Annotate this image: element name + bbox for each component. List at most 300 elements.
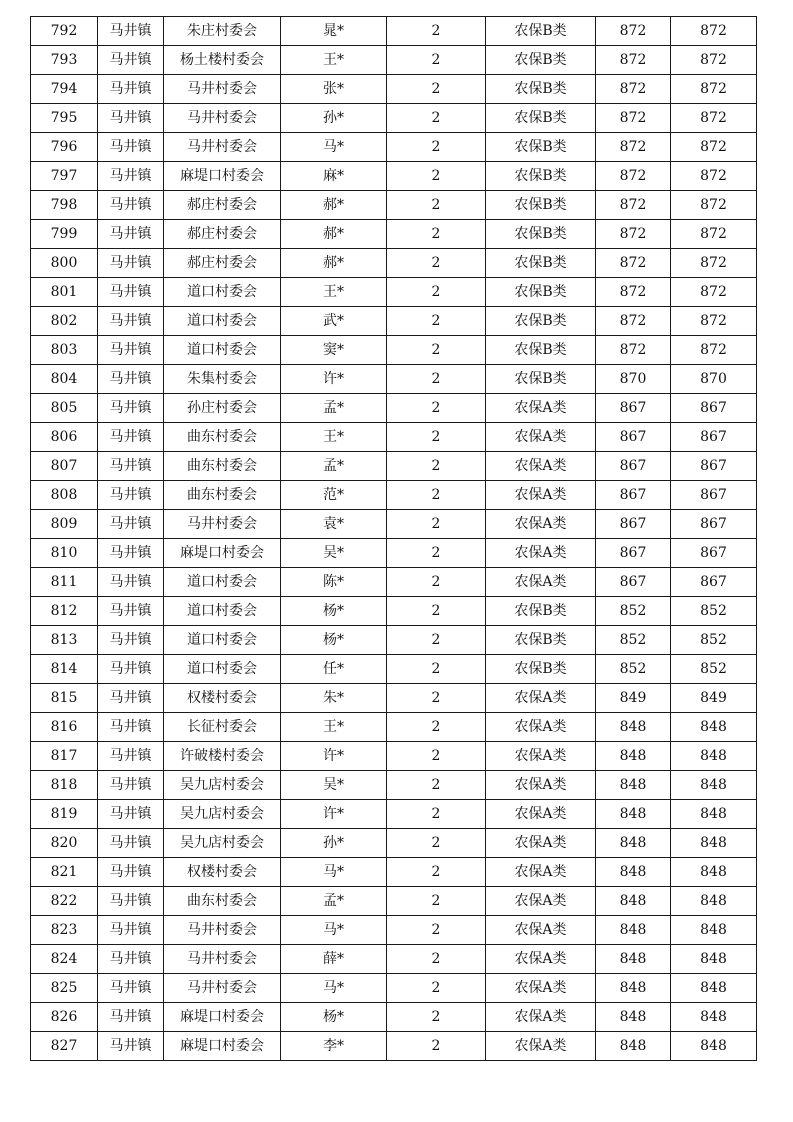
count-cell: 2: [387, 539, 486, 568]
village-committee-cell: 朱庄村委会: [164, 17, 281, 46]
total-cell: 867: [671, 423, 757, 452]
category-cell: 农保B类: [486, 162, 596, 191]
table-row: [31, 510, 757, 539]
category-cell: 农保B类: [486, 46, 596, 75]
category-cell: 农保B类: [486, 104, 596, 133]
table-row: [31, 597, 757, 626]
count-cell: 2: [387, 626, 486, 655]
town-cell: 马井镇: [98, 423, 164, 452]
village-committee-cell: 曲东村委会: [164, 887, 281, 916]
name-cell: 晁*: [281, 17, 387, 46]
amount-cell: 867: [596, 481, 671, 510]
amount-cell: 867: [596, 539, 671, 568]
total-cell: 872: [671, 46, 757, 75]
category-cell: 农保A类: [486, 829, 596, 858]
name-cell: 孙*: [281, 829, 387, 858]
town-cell: 马井镇: [98, 800, 164, 829]
town-cell: 马井镇: [98, 568, 164, 597]
total-cell: 872: [671, 220, 757, 249]
total-cell: 852: [671, 626, 757, 655]
village-committee-cell: 道口村委会: [164, 626, 281, 655]
count-cell: 2: [387, 742, 486, 771]
count-cell: 2: [387, 510, 486, 539]
table-row: [31, 916, 757, 945]
name-cell: 吴*: [281, 539, 387, 568]
village-committee-cell: 马井村委会: [164, 945, 281, 974]
village-committee-cell: 麻堤口村委会: [164, 162, 281, 191]
name-cell: 袁*: [281, 510, 387, 539]
table-row: [31, 887, 757, 916]
name-cell: 马*: [281, 974, 387, 1003]
town-cell: 马井镇: [98, 597, 164, 626]
name-cell: 任*: [281, 655, 387, 684]
total-cell: 872: [671, 278, 757, 307]
town-cell: 马井镇: [98, 626, 164, 655]
table-row: [31, 191, 757, 220]
serial-number-cell: 823: [31, 916, 98, 945]
village-committee-cell: 麻堤口村委会: [164, 1032, 281, 1061]
category-cell: 农保A类: [486, 684, 596, 713]
town-cell: 马井镇: [98, 742, 164, 771]
category-cell: 农保A类: [486, 713, 596, 742]
total-cell: 852: [671, 655, 757, 684]
name-cell: 杨*: [281, 597, 387, 626]
serial-number-cell: 803: [31, 336, 98, 365]
total-cell: 848: [671, 1032, 757, 1061]
name-cell: 杨*: [281, 1003, 387, 1032]
serial-number-cell: 824: [31, 945, 98, 974]
amount-cell: 872: [596, 307, 671, 336]
table-row: [31, 365, 757, 394]
category-cell: 农保A类: [486, 800, 596, 829]
table-row: [31, 829, 757, 858]
town-cell: 马井镇: [98, 452, 164, 481]
serial-number-cell: 805: [31, 394, 98, 423]
village-committee-cell: 曲东村委会: [164, 481, 281, 510]
amount-cell: 848: [596, 1003, 671, 1032]
table-row: [31, 249, 757, 278]
count-cell: 2: [387, 249, 486, 278]
village-committee-cell: 权楼村委会: [164, 858, 281, 887]
table-row: [31, 742, 757, 771]
count-cell: 2: [387, 829, 486, 858]
village-committee-cell: 道口村委会: [164, 336, 281, 365]
name-cell: 陈*: [281, 568, 387, 597]
town-cell: 马井镇: [98, 887, 164, 916]
count-cell: 2: [387, 46, 486, 75]
amount-cell: 848: [596, 800, 671, 829]
category-cell: 农保B类: [486, 220, 596, 249]
name-cell: 孟*: [281, 452, 387, 481]
total-cell: 872: [671, 162, 757, 191]
amount-cell: 867: [596, 568, 671, 597]
amount-cell: 867: [596, 510, 671, 539]
category-cell: 农保B类: [486, 655, 596, 684]
count-cell: 2: [387, 568, 486, 597]
category-cell: 农保B类: [486, 133, 596, 162]
serial-number-cell: 801: [31, 278, 98, 307]
count-cell: 2: [387, 307, 486, 336]
category-cell: 农保A类: [486, 481, 596, 510]
category-cell: 农保B类: [486, 17, 596, 46]
count-cell: 2: [387, 394, 486, 423]
serial-number-cell: 820: [31, 829, 98, 858]
category-cell: 农保A类: [486, 452, 596, 481]
table-row: [31, 104, 757, 133]
amount-cell: 872: [596, 75, 671, 104]
town-cell: 马井镇: [98, 1003, 164, 1032]
category-cell: 农保A类: [486, 771, 596, 800]
name-cell: 麻*: [281, 162, 387, 191]
village-committee-cell: 道口村委会: [164, 307, 281, 336]
town-cell: 马井镇: [98, 916, 164, 945]
serial-number-cell: 814: [31, 655, 98, 684]
table-row: [31, 133, 757, 162]
category-cell: 农保A类: [486, 1003, 596, 1032]
category-cell: 农保B类: [486, 249, 596, 278]
town-cell: 马井镇: [98, 1032, 164, 1061]
amount-cell: 852: [596, 626, 671, 655]
category-cell: 农保B类: [486, 307, 596, 336]
total-cell: 872: [671, 336, 757, 365]
category-cell: 农保A类: [486, 394, 596, 423]
table-row: [31, 945, 757, 974]
town-cell: 马井镇: [98, 220, 164, 249]
count-cell: 2: [387, 974, 486, 1003]
table-row: [31, 307, 757, 336]
serial-number-cell: 809: [31, 510, 98, 539]
total-cell: 872: [671, 191, 757, 220]
town-cell: 马井镇: [98, 104, 164, 133]
total-cell: 872: [671, 249, 757, 278]
serial-number-cell: 812: [31, 597, 98, 626]
town-cell: 马井镇: [98, 510, 164, 539]
amount-cell: 872: [596, 104, 671, 133]
count-cell: 2: [387, 1003, 486, 1032]
name-cell: 马*: [281, 916, 387, 945]
town-cell: 马井镇: [98, 249, 164, 278]
table-row: [31, 858, 757, 887]
serial-number-cell: 822: [31, 887, 98, 916]
town-cell: 马井镇: [98, 365, 164, 394]
town-cell: 马井镇: [98, 771, 164, 800]
total-cell: 848: [671, 858, 757, 887]
count-cell: 2: [387, 655, 486, 684]
category-cell: 农保A类: [486, 742, 596, 771]
count-cell: 2: [387, 104, 486, 133]
village-committee-cell: 马井村委会: [164, 75, 281, 104]
total-cell: 848: [671, 945, 757, 974]
category-cell: 农保B类: [486, 278, 596, 307]
town-cell: 马井镇: [98, 684, 164, 713]
village-committee-cell: 许破楼村委会: [164, 742, 281, 771]
table-row: [31, 452, 757, 481]
village-committee-cell: 道口村委会: [164, 278, 281, 307]
serial-number-cell: 794: [31, 75, 98, 104]
amount-cell: 852: [596, 655, 671, 684]
category-cell: 农保A类: [486, 1032, 596, 1061]
amount-cell: 848: [596, 916, 671, 945]
village-committee-cell: 麻堤口村委会: [164, 539, 281, 568]
name-cell: 朱*: [281, 684, 387, 713]
town-cell: 马井镇: [98, 655, 164, 684]
village-committee-cell: 朱集村委会: [164, 365, 281, 394]
category-cell: 农保B类: [486, 75, 596, 104]
name-cell: 马*: [281, 133, 387, 162]
name-cell: 薛*: [281, 945, 387, 974]
village-committee-cell: 道口村委会: [164, 597, 281, 626]
total-cell: 872: [671, 75, 757, 104]
serial-number-cell: 802: [31, 307, 98, 336]
table-row: [31, 1003, 757, 1032]
category-cell: 农保B类: [486, 626, 596, 655]
village-committee-cell: 道口村委会: [164, 568, 281, 597]
count-cell: 2: [387, 771, 486, 800]
total-cell: 849: [671, 684, 757, 713]
total-cell: 848: [671, 771, 757, 800]
category-cell: 农保A类: [486, 568, 596, 597]
amount-cell: 848: [596, 974, 671, 1003]
name-cell: 王*: [281, 713, 387, 742]
name-cell: 郝*: [281, 191, 387, 220]
town-cell: 马井镇: [98, 133, 164, 162]
serial-number-cell: 792: [31, 17, 98, 46]
table-row: [31, 539, 757, 568]
total-cell: 852: [671, 597, 757, 626]
town-cell: 马井镇: [98, 307, 164, 336]
table-row: [31, 713, 757, 742]
count-cell: 2: [387, 278, 486, 307]
serial-number-cell: 821: [31, 858, 98, 887]
category-cell: 农保B类: [486, 336, 596, 365]
total-cell: 872: [671, 17, 757, 46]
village-committee-cell: 马井村委会: [164, 974, 281, 1003]
total-cell: 867: [671, 568, 757, 597]
town-cell: 马井镇: [98, 974, 164, 1003]
town-cell: 马井镇: [98, 945, 164, 974]
name-cell: 王*: [281, 278, 387, 307]
name-cell: 杨*: [281, 626, 387, 655]
count-cell: 2: [387, 1032, 486, 1061]
category-cell: 农保A类: [486, 510, 596, 539]
table-row: [31, 162, 757, 191]
amount-cell: 867: [596, 452, 671, 481]
amount-cell: 848: [596, 742, 671, 771]
category-cell: 农保B类: [486, 365, 596, 394]
count-cell: 2: [387, 133, 486, 162]
village-committee-cell: 吴九店村委会: [164, 771, 281, 800]
amount-cell: 870: [596, 365, 671, 394]
serial-number-cell: 797: [31, 162, 98, 191]
total-cell: 848: [671, 974, 757, 1003]
serial-number-cell: 808: [31, 481, 98, 510]
name-cell: 张*: [281, 75, 387, 104]
total-cell: 867: [671, 539, 757, 568]
serial-number-cell: 796: [31, 133, 98, 162]
name-cell: 孟*: [281, 394, 387, 423]
name-cell: 武*: [281, 307, 387, 336]
town-cell: 马井镇: [98, 162, 164, 191]
serial-number-cell: 813: [31, 626, 98, 655]
amount-cell: 872: [596, 249, 671, 278]
count-cell: 2: [387, 597, 486, 626]
count-cell: 2: [387, 481, 486, 510]
serial-number-cell: 793: [31, 46, 98, 75]
name-cell: 窦*: [281, 336, 387, 365]
amount-cell: 867: [596, 423, 671, 452]
count-cell: 2: [387, 191, 486, 220]
village-committee-cell: 马井村委会: [164, 510, 281, 539]
category-cell: 农保A类: [486, 858, 596, 887]
serial-number-cell: 804: [31, 365, 98, 394]
village-committee-cell: 道口村委会: [164, 655, 281, 684]
table-row: [31, 626, 757, 655]
amount-cell: 852: [596, 597, 671, 626]
amount-cell: 848: [596, 713, 671, 742]
total-cell: 867: [671, 394, 757, 423]
village-committee-cell: 马井村委会: [164, 133, 281, 162]
count-cell: 2: [387, 916, 486, 945]
village-committee-cell: 吴九店村委会: [164, 829, 281, 858]
total-cell: 872: [671, 104, 757, 133]
records-table: [30, 16, 757, 1061]
amount-cell: 872: [596, 133, 671, 162]
category-cell: 农保A类: [486, 539, 596, 568]
serial-number-cell: 825: [31, 974, 98, 1003]
serial-number-cell: 806: [31, 423, 98, 452]
category-cell: 农保A类: [486, 916, 596, 945]
town-cell: 马井镇: [98, 17, 164, 46]
table-row: [31, 278, 757, 307]
count-cell: 2: [387, 220, 486, 249]
town-cell: 马井镇: [98, 191, 164, 220]
village-committee-cell: 长征村委会: [164, 713, 281, 742]
village-committee-cell: 郝庄村委会: [164, 191, 281, 220]
amount-cell: 872: [596, 162, 671, 191]
count-cell: 2: [387, 887, 486, 916]
total-cell: 867: [671, 510, 757, 539]
total-cell: 848: [671, 887, 757, 916]
town-cell: 马井镇: [98, 336, 164, 365]
village-committee-cell: 曲东村委会: [164, 452, 281, 481]
category-cell: 农保A类: [486, 974, 596, 1003]
amount-cell: 872: [596, 191, 671, 220]
serial-number-cell: 819: [31, 800, 98, 829]
village-committee-cell: 麻堤口村委会: [164, 1003, 281, 1032]
amount-cell: 848: [596, 771, 671, 800]
serial-number-cell: 799: [31, 220, 98, 249]
count-cell: 2: [387, 336, 486, 365]
category-cell: 农保A类: [486, 887, 596, 916]
table-row: [31, 423, 757, 452]
village-committee-cell: 郝庄村委会: [164, 249, 281, 278]
table-row: [31, 17, 757, 46]
table-row: [31, 568, 757, 597]
serial-number-cell: 795: [31, 104, 98, 133]
total-cell: 872: [671, 133, 757, 162]
village-committee-cell: 吴九店村委会: [164, 800, 281, 829]
total-cell: 872: [671, 307, 757, 336]
amount-cell: 872: [596, 336, 671, 365]
amount-cell: 872: [596, 46, 671, 75]
serial-number-cell: 818: [31, 771, 98, 800]
amount-cell: 849: [596, 684, 671, 713]
serial-number-cell: 800: [31, 249, 98, 278]
serial-number-cell: 811: [31, 568, 98, 597]
town-cell: 马井镇: [98, 829, 164, 858]
table-row: [31, 75, 757, 104]
name-cell: 郝*: [281, 220, 387, 249]
village-committee-cell: 权楼村委会: [164, 684, 281, 713]
village-committee-cell: 马井村委会: [164, 916, 281, 945]
name-cell: 马*: [281, 858, 387, 887]
name-cell: 许*: [281, 365, 387, 394]
table-row: [31, 394, 757, 423]
name-cell: 范*: [281, 481, 387, 510]
table-row: [31, 974, 757, 1003]
name-cell: 吴*: [281, 771, 387, 800]
name-cell: 郝*: [281, 249, 387, 278]
name-cell: 许*: [281, 742, 387, 771]
town-cell: 马井镇: [98, 278, 164, 307]
town-cell: 马井镇: [98, 713, 164, 742]
amount-cell: 848: [596, 945, 671, 974]
count-cell: 2: [387, 713, 486, 742]
count-cell: 2: [387, 800, 486, 829]
category-cell: 农保A类: [486, 945, 596, 974]
count-cell: 2: [387, 945, 486, 974]
village-committee-cell: 郝庄村委会: [164, 220, 281, 249]
serial-number-cell: 817: [31, 742, 98, 771]
serial-number-cell: 798: [31, 191, 98, 220]
total-cell: 848: [671, 742, 757, 771]
total-cell: 848: [671, 800, 757, 829]
town-cell: 马井镇: [98, 539, 164, 568]
village-committee-cell: 杨土楼村委会: [164, 46, 281, 75]
count-cell: 2: [387, 858, 486, 887]
name-cell: 许*: [281, 800, 387, 829]
name-cell: 孟*: [281, 887, 387, 916]
name-cell: 王*: [281, 46, 387, 75]
category-cell: 农保A类: [486, 423, 596, 452]
town-cell: 马井镇: [98, 858, 164, 887]
amount-cell: 848: [596, 887, 671, 916]
serial-number-cell: 826: [31, 1003, 98, 1032]
count-cell: 2: [387, 684, 486, 713]
town-cell: 马井镇: [98, 394, 164, 423]
village-committee-cell: 曲东村委会: [164, 423, 281, 452]
total-cell: 870: [671, 365, 757, 394]
table-row: [31, 1032, 757, 1061]
amount-cell: 872: [596, 220, 671, 249]
amount-cell: 867: [596, 394, 671, 423]
count-cell: 2: [387, 75, 486, 104]
total-cell: 848: [671, 1003, 757, 1032]
total-cell: 867: [671, 481, 757, 510]
total-cell: 848: [671, 829, 757, 858]
town-cell: 马井镇: [98, 481, 164, 510]
count-cell: 2: [387, 423, 486, 452]
table-row: [31, 336, 757, 365]
table-row: [31, 771, 757, 800]
count-cell: 2: [387, 452, 486, 481]
name-cell: 孙*: [281, 104, 387, 133]
serial-number-cell: 827: [31, 1032, 98, 1061]
village-committee-cell: 孙庄村委会: [164, 394, 281, 423]
name-cell: 李*: [281, 1032, 387, 1061]
serial-number-cell: 810: [31, 539, 98, 568]
town-cell: 马井镇: [98, 75, 164, 104]
